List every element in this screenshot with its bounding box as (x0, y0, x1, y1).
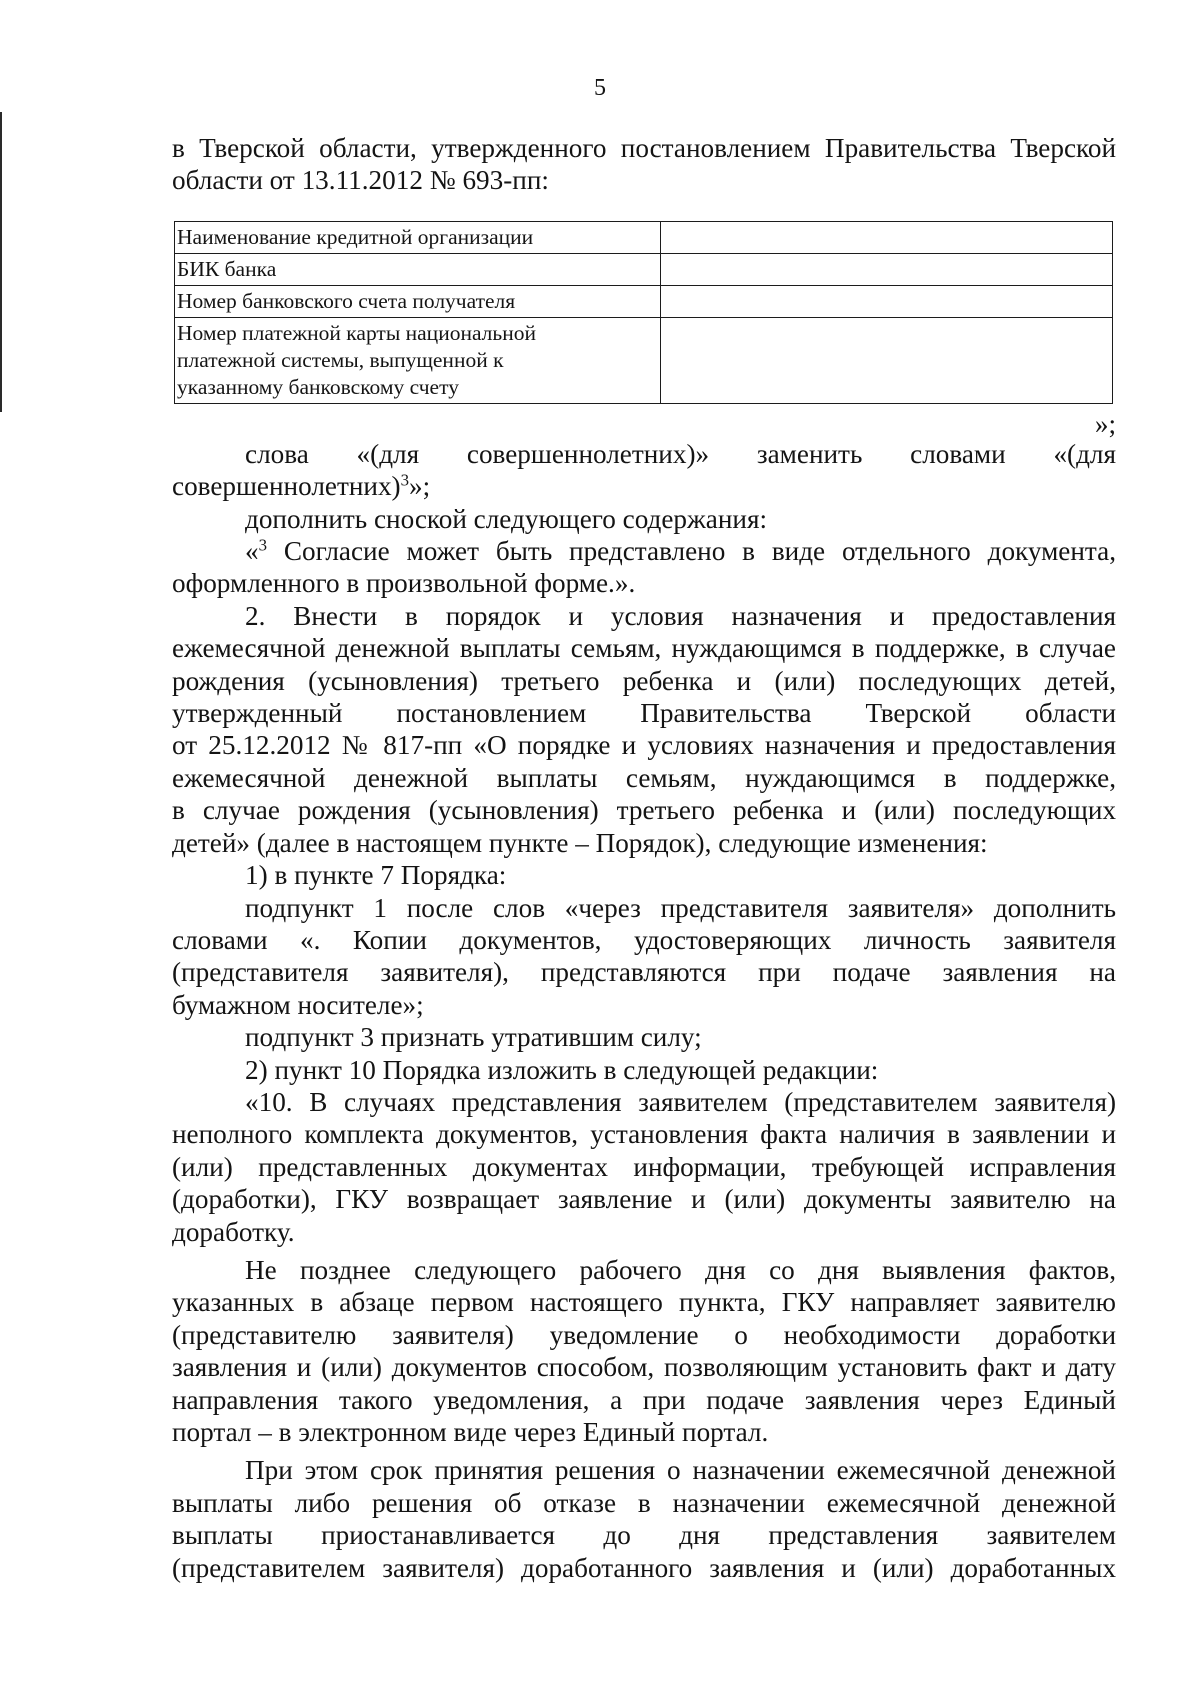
intro-line: в Тверской области, утвержденного постановлением Правительства Тверской (172, 133, 1116, 163)
paragraph-line: «10. В случаях представления заявителем (представителем заявителя) (245, 1086, 1116, 1117)
intro-line: области от 13.11.2012 № 693-пп: (172, 165, 549, 196)
paragraph-line: ежемесячной денежной выплаты семьям, нуждающимся в поддержке, в случае (172, 633, 1116, 664)
paragraph-line: (представителя заявителя), представляются при подаче заявления на (172, 957, 1116, 988)
paragraph-line: выплаты либо решения об отказе в назначении ежемесячной денежной (172, 1487, 1116, 1518)
document-body (172, 132, 1116, 1584)
text-run: »; (409, 471, 431, 502)
table-cell-line: платежной системы, выпущенной к (177, 347, 504, 372)
paragraph-line: ежемесячной денежной выплаты семьям, нуждающимся в поддержке, (172, 762, 1116, 793)
table-cell-label: БИК банка (175, 253, 661, 285)
table-row (175, 221, 1113, 253)
paragraph-line: подпункт 1 после слов «через представителя заявителя» дополнить (245, 892, 1116, 923)
text-run: Согласие может быть представлено в виде отдельного документа, (267, 536, 1116, 567)
paragraph-line: портал – в электронном виде через Единый портал. (172, 1417, 769, 1447)
scan-edge-mark (0, 112, 2, 412)
paragraph-line: (представителю заявителя) уведомление о необходимости доработки (172, 1319, 1116, 1350)
paragraph-line: рождения (усыновления) третьего ребенка и (или) последующих детей, (172, 665, 1116, 696)
table-cell-value (661, 221, 1113, 253)
table-cell-value (661, 253, 1113, 285)
footnote-marker: 3 (258, 535, 268, 555)
paragraph-line: дополнить сноской следующего содержания: (245, 503, 768, 534)
table-cell-line: Номер платежной карты национальной (177, 320, 536, 345)
paragraph-line: выплаты приостанавливается до дня представления заявителем (172, 1520, 1116, 1551)
table-cell-value (661, 317, 1113, 403)
paragraph-line: направления такого уведомления, а при подаче заявления через Единый (172, 1384, 1116, 1415)
footnote-marker: 3 (400, 470, 410, 490)
paragraph-line: указанных в абзаце первом настоящего пункта, ГКУ направляет заявителю (172, 1287, 1116, 1318)
table-row (175, 317, 1113, 403)
text-run: « (245, 536, 259, 567)
table-cell-label: Номер банковского счета получателя (175, 285, 661, 317)
paragraph-line: утвержденный постановлением Правительства Тверской области (172, 698, 1116, 729)
paragraph-line: оформленного в произвольной форме.». (172, 568, 636, 599)
paragraph-line: бумажном носителе»; (172, 989, 424, 1020)
paragraph-line: неполного комплекта документов, установления факта наличия в заявлении и (172, 1119, 1116, 1150)
paragraph-line: Не позднее следующего рабочего дня со дня выявления фактов, (245, 1254, 1116, 1285)
paragraph-line: 1) в пункте 7 Порядка: (245, 860, 507, 891)
paragraph-line: доработку. (172, 1216, 295, 1247)
table-cell-label (175, 317, 661, 403)
paragraph-line (172, 535, 1116, 567)
table-row (175, 285, 1113, 317)
table-cell-line: указанному банковскому счету (177, 374, 459, 399)
page-number: 5 (594, 75, 606, 101)
paragraph-line: (представителем заявителя) доработанного заявления и (или) доработанных (172, 1552, 1116, 1583)
paragraph-line: 2) пункт 10 Порядка изложить в следующей редакции: (245, 1054, 879, 1085)
paragraph-line (172, 470, 1116, 502)
paragraph-line: от 25.12.2012 № 817-пп «О порядке и условиях назначения и предоставления (172, 730, 1116, 761)
paragraph-line: в случае рождения (усыновления) третьего ребенка и (или) последующих (172, 795, 1116, 826)
paragraph-line: заявления и (или) документов способом, позволяющим установить факт и дату (172, 1352, 1116, 1383)
text-run: совершеннолетних) (172, 471, 401, 502)
paragraph-line: подпункт 3 признать утратившим силу; (245, 1022, 702, 1053)
bank-details-table (174, 221, 1113, 404)
paragraph-line: (доработки), ГКУ возвращает заявление и (или) документы заявителю на (172, 1184, 1116, 1215)
table-cell-label: Наименование кредитной организации (175, 221, 661, 253)
closing-quote: »; (1094, 408, 1116, 439)
paragraph-line: 2. Внести в порядок и условия назначения и предоставления (245, 600, 1116, 631)
table-cell-value (661, 285, 1113, 317)
table-row (175, 253, 1113, 285)
paragraph-line: (или) представленных документах информации, требующей исправления (172, 1151, 1116, 1182)
paragraph-line: словами «. Копии документов, удостоверяющих личность заявителя (172, 924, 1116, 955)
paragraph-line: детей» (далее в настоящем пункте – Порядок), следующие изменения: (172, 827, 988, 858)
paragraph-line: слова «(для совершеннолетних)» заменить словами «(для (245, 438, 1116, 469)
paragraph-line: При этом срок принятия решения о назначении ежемесячной денежной (245, 1455, 1116, 1486)
